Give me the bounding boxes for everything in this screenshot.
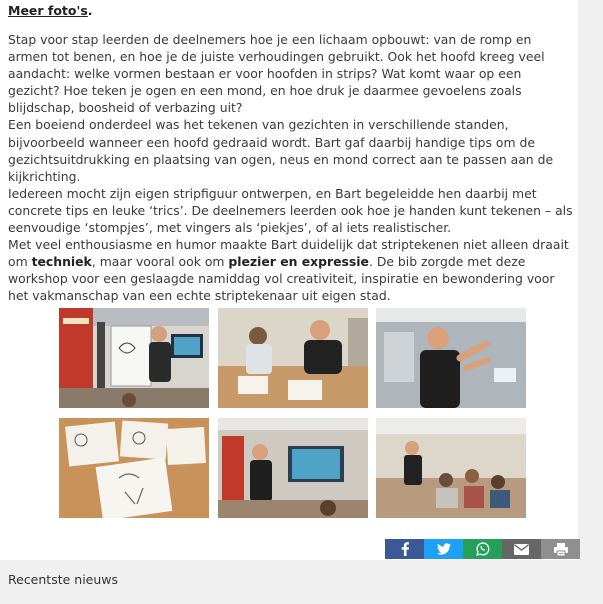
facebook-icon [400,542,410,556]
share-bar [385,539,580,559]
photo-table-workshop[interactable] [218,308,368,408]
envelope-icon [514,544,529,555]
paragraph-own-character: Iedereen mocht zijn eigen stripfiguur ontwerpen, en Bart begeleidde hen daarbij met concrete tips en leuke ‘trics’. De deelnemers leerden ook hoe je handen kunt tekenen – als eenvoudige ‘stompjes’, met vingers als ‘piekjes’, of al iets realistischer. [8,185,573,236]
paragraph-faces: Een boeiend onderdeel was het tekenen van gezichten in verschillende standen, bijvoorbeeld wanneer een hoofd gedraaid wordt. Bart gaf daarbij handige tips om de gezichtsuitdrukking en plaatsing van ogen, neus en mond correct aan te passen aan de kijkrichting. [8,117,554,184]
recent-news-heading: Recentste nieuws [8,572,119,587]
photo-comic-sketches[interactable] [59,418,209,518]
photo-audience-room[interactable] [376,418,526,518]
article-body [8,31,574,305]
whatsapp-share-button[interactable] [463,539,502,559]
twitter-share-button[interactable] [424,539,463,559]
facebook-share-button[interactable] [385,539,424,559]
photo-gallery [59,308,528,520]
photo-gesturing-presenter[interactable] [376,308,526,408]
photo-drawing-at-flipchart[interactable] [59,308,209,408]
paragraph-body-structure: Stap voor stap leerden de deelnemers hoe je een lichaam opbouwt: van de romp en armen tot benen, en hoe je de juiste verhoudingen gebruikt. Ook het hoofd kreeg veel aandacht: welke vormen bestaan er voor hoofden in strips? Wat komt waar op een gezicht? Hoe teken je ogen en een mond, en hoe druk je daarmee gevoelens zoals blijdschap, boosheid of verbazing uit? [8,32,545,116]
more-photos-link[interactable]: Meer foto's [8,3,88,18]
paragraph-conclusion: Met veel enthousiasme en humor maakte Bart duidelijk dat striptekenen niet alleen draait om techniek, maar vooral ook om plezier en expressie. De bib zorgde met deze workshop voor een geslaagde namiddag vol creativiteit, inspiratie en bewondering voor het vakmanschap van een echte striptekenaar uit eigen stad. [8,237,569,304]
more-photos-heading: Meer foto's. [8,3,93,18]
print-button[interactable] [541,539,580,559]
emphasis-fun-expression: plezier en expressie [228,254,369,270]
printer-icon [554,543,568,556]
twitter-icon [437,543,451,555]
email-share-button[interactable] [502,539,541,559]
photo-screen-presentation[interactable] [218,418,368,518]
whatsapp-icon [476,542,490,556]
emphasis-technique: techniek [31,254,92,270]
